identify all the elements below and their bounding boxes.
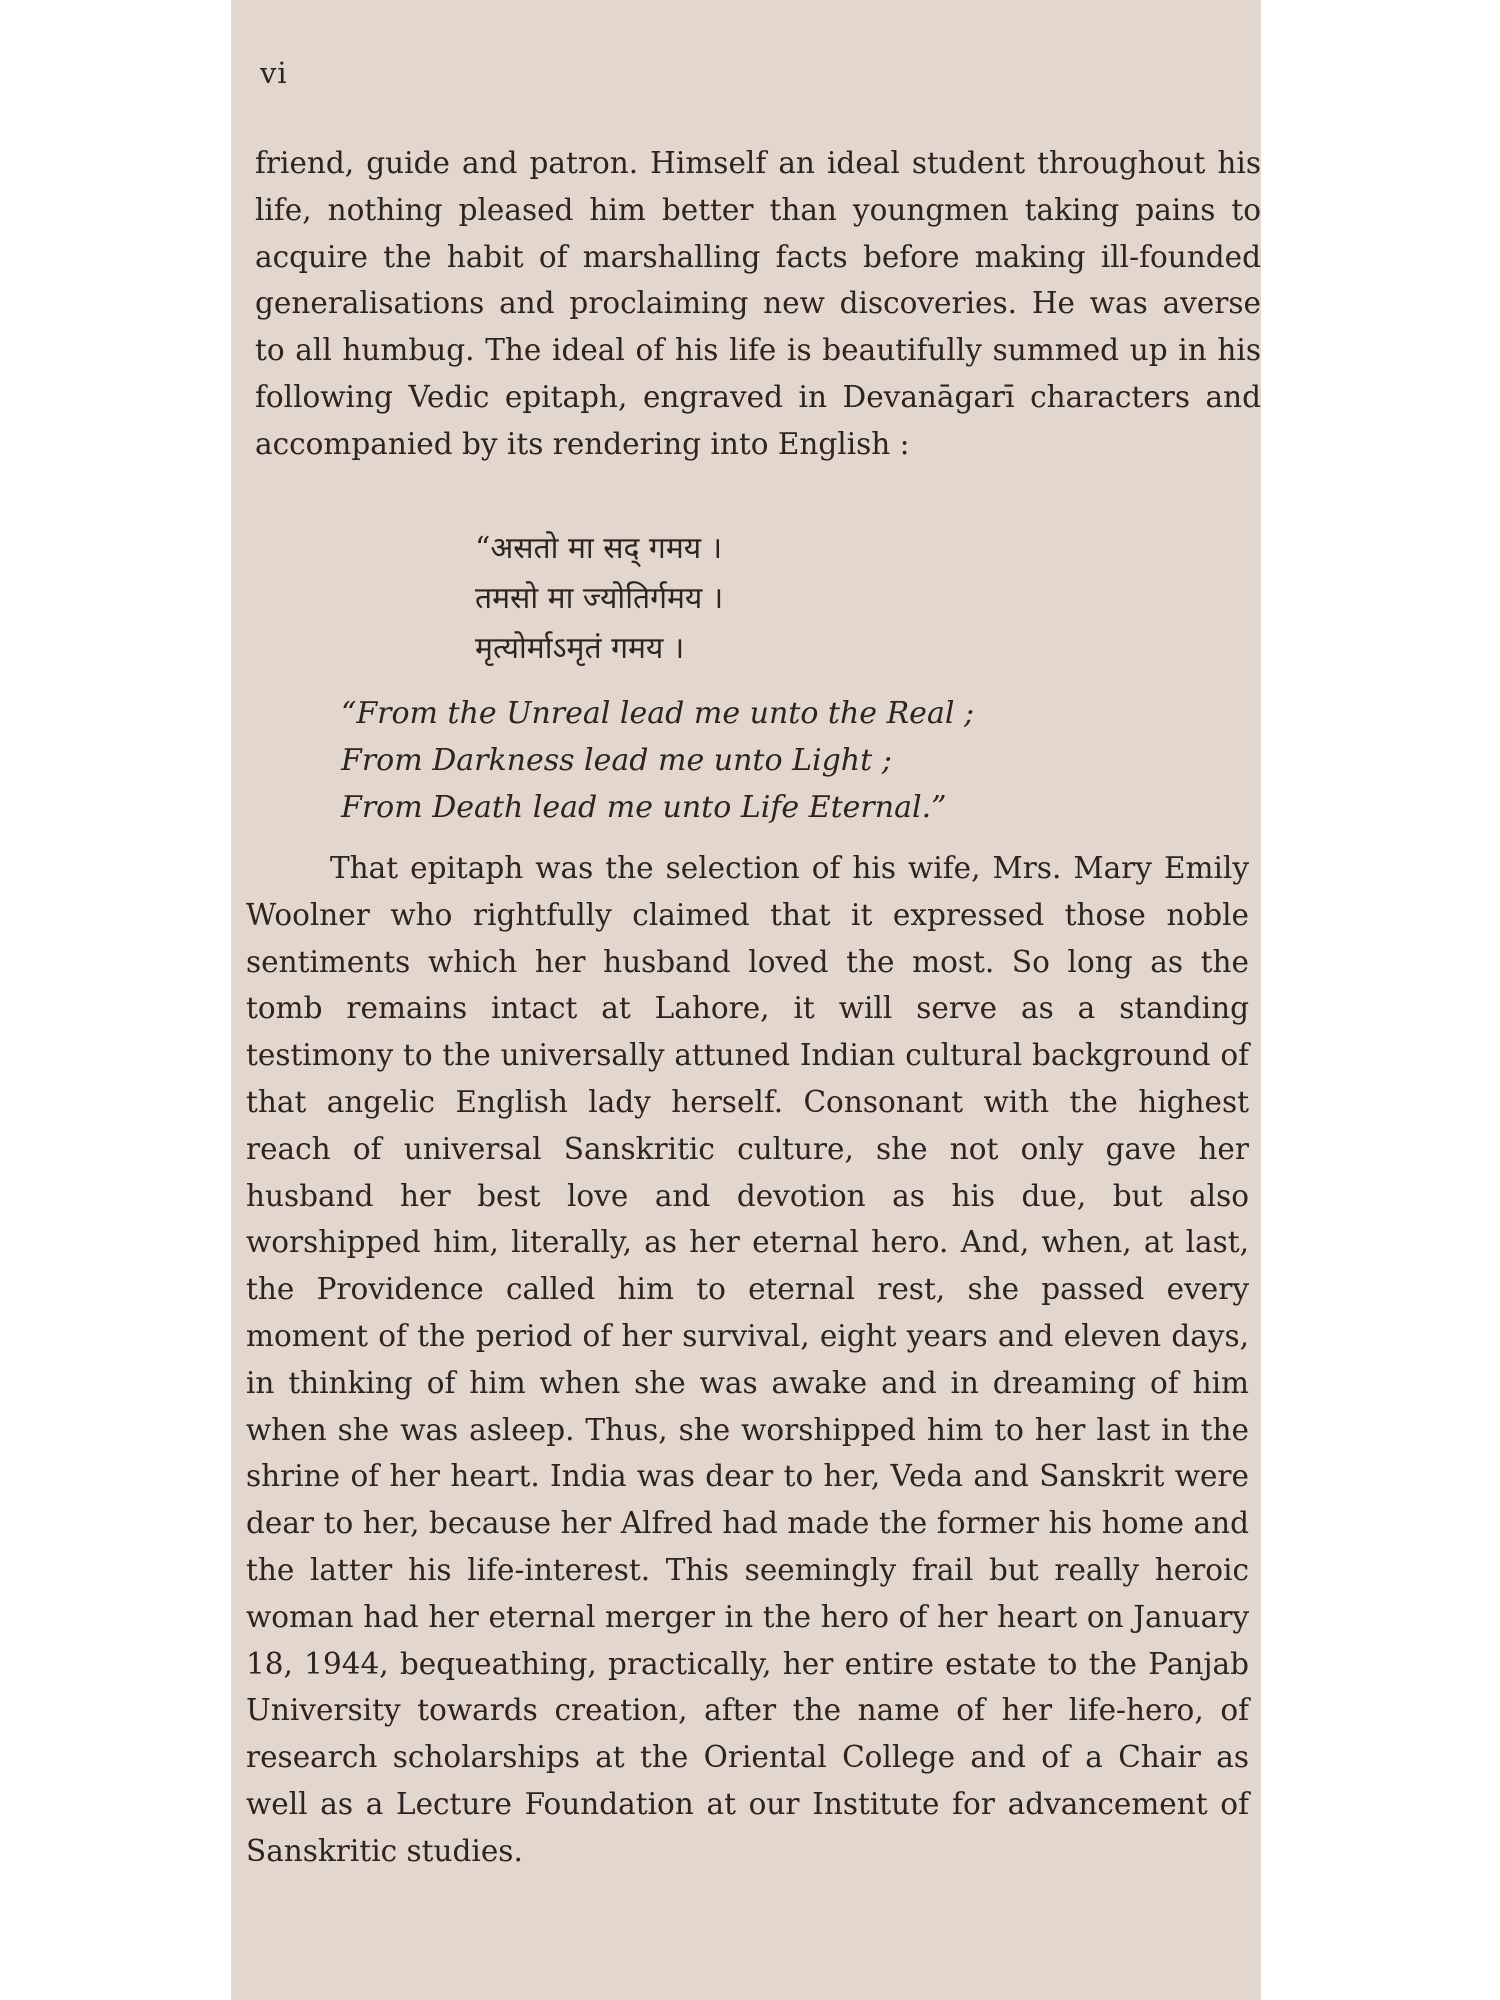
page-number: vi (260, 56, 288, 90)
sanskrit-line: “असतो मा सद् गमय । (475, 531, 723, 566)
paragraph-text: That epitaph was the selection of his wife, Mrs. Mary Emily Woolner who rightfully claimed that it expressed those noble sentiments which her husband loved the most. So long as the tomb remains intact at Lahore, it will serve as a standing testimony to the universally attuned Indian cultural background of that angelic English lady herself. Consonant with the highest reach of universal Sanskritic culture, she not only gave her husband her best love and devotion as his due, but also worshipped him, literally, as her eternal hero. And, when, at last, the Providence called him to eternal rest, she passed every moment of the period of her survival, eight years and eleven days, in thinking of him when she was awake and in dreaming of him when she was asleep. Thus, she worshipped him to her last in the shrine of her heart. India was dear to her, Veda and Sanskrit were dear to her, because her Alfred had made the former his home and the latter his life-interest. This seemingly frail but really heroic woman had her eternal merger in the hero of her heart on January 18, 1944, bequeathing, practically, her entire estate to the Panjab University towards creation, after the name of her life-hero, of research scholarships at the Oriental College and of a Chair as well as a Lecture Foundation at our Institute for advancement of Sanskritic studies. (246, 851, 1249, 1868)
translation-line: From Darkness lead me unto Light ; (341, 743, 892, 778)
translation-line: “From the Unreal lead me unto the Real ; (341, 696, 975, 731)
book-page (231, 0, 1261, 2000)
translation-line: From Death lead me unto Life Eternal.” (341, 790, 947, 825)
sanskrit-line: तमसो मा ज्योतिर्गमय । (475, 581, 724, 616)
paragraph-epitaph-story (246, 845, 1249, 1875)
sanskrit-epitaph (475, 524, 723, 674)
english-translation (341, 690, 974, 831)
sanskrit-line: मृत्योर्माऽमृतं गमय । (475, 631, 685, 666)
paragraph-intro: friend, guide and patron. Himself an ideal student throughout his life, nothing pleased him better than youngmen taking pains to acquire the habit of marshalling facts before making ill-founded generalisations and proclaiming new discoveries. He was averse to all humbug. The ideal of his life is beautifully summed up in his following Vedic epitaph, engraved in Devanāgarī characters and accompanied by its rendering into English : (255, 146, 1261, 461)
